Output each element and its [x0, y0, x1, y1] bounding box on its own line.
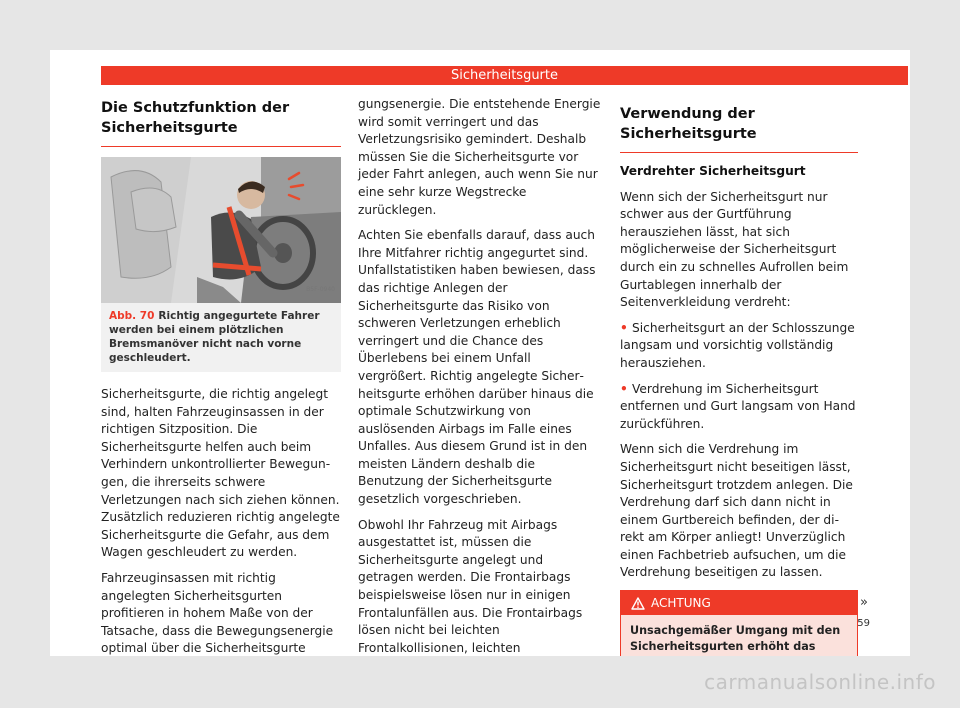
paragraph: Sicherheitsgurte, die richtig angelegt sind, halten Fahrzeuginsassen in der richtigen Sitzposition. Die Sicherheitsgurte helfen auch beim Verhindern unkontrollierter Bewegungen, die ihrerseits schwere Verletzungen nach sich ziehen können. Zusätzlich reduzieren richtig angelegte Sicherheitsgurte die Gefahr, aus dem Wagen geschleudert zu werden.: [101, 387, 340, 560]
paragraph: Obwohl Ihr Fahrzeug mit Airbags ausgestattet ist, müssen die Sicherheitsgurte angelegt und getragen werden. Die Frontairbags beispielsweise lösen nur in einigen Frontalunfällen aus. Die Frontairbags lösen nicht bei leichten Frontalkollisionen, leichten: [358, 517, 583, 655]
page-number: 59: [857, 618, 870, 629]
warning-body: [621, 615, 857, 656]
chapter-header: Sicherheitsgurte: [101, 66, 908, 85]
section-title-schutzfunktion: Die Schutzfunktion der Sicherheitsgurte: [101, 98, 341, 147]
figure-caption: [101, 303, 341, 372]
watermark: carmanualsonline.info: [704, 670, 936, 694]
paragraph: Wenn sich die Verdrehung im Sicherheitsgurt nicht beseitigen lässt, Sicherheitsgurt trotzdem anlegen. Die Verdrehung darf sich dann nicht in einem Gurtbereich befinden, der direkt am Körper anliegt! Unverzüglich einen Fachbetrieb aufsuchen, um die Verdrehung beseitigen zu lassen.: [620, 442, 853, 580]
bullet-item: • Sicherheitsgurt an der Schlosszunge langsam und vorsichtig vollständig herausziehen.: [620, 320, 858, 373]
column-right: [620, 98, 858, 656]
paragraph: Fahrzeuginsassen mit richtig angelegten Sicherheitsgurten profitieren in hohem Maße von der Tatsache, dass die Bewegungsenergie optimal über die Sicherheitsgurte: [101, 570, 334, 656]
paragraph: Achten Sie ebenfalls darauf, dass auch Ihre Mitfahrer richtig angegurtet sind. Unfallstatistiken haben bewiesen, dass das richtige Anlegen der Sicherheitsgurte das Risiko von schweren Verletzungen erheblich verringert und die Chance des Überlebens bei einem Unfall vergrößert. Richtig angelegte Sicherheitsgurte erhöhen darüber hinaus die optimale Schutzwirkung von auslösenden Airbags im Falle eines Unfalles. Aus diesem Grund ist in den meisten Ländern deshalb die Benutzung der Sicherheitsgurte gesetzlich vorgeschrieben.: [358, 228, 596, 507]
paragraph: gungsenergie. Die entstehende Energie wird somit verringert und das Verletzungsrisiko gemindert. Deshalb müssen Sie die Sicherheitsgurte vor jeder Fahrt anlegen, auch wenn Sie nur eine sehr kurze Wegstrecke zurücklegen.: [358, 97, 601, 217]
warning-header: [621, 591, 857, 615]
column-left: [101, 98, 341, 656]
manual-page: [50, 50, 910, 656]
caption-text: Richtig angegurtete Fahrer werden bei einem plötzlichen Bremsmanöver nicht nach vorne geschleudert.: [109, 310, 320, 364]
continue-arrow-icon: »: [860, 595, 868, 610]
figure-code: B5F-0940: [306, 286, 335, 294]
warning-box: [620, 590, 858, 656]
caption-label: Abb. 70: [109, 310, 155, 322]
warning-intro: Unsachgemäßer Umgang mit den Sicherheitsgurten erhöht das: [630, 624, 841, 654]
figure-driver-seatbelt: [101, 157, 341, 303]
bullet-item: • Verdrehung im Sicherheitsgurt entfernen und Gurt langsam von Hand zurückführen.: [620, 381, 858, 434]
paragraph: Wenn sich der Sicherheitsgurt nur schwer aus der Gurtführung herausziehen lässt, hat sich möglicherweise der Sicherheitsgurt durch ein zu schnelles Aufrollen beim Gurtablegen innerhalb der Seitenverkleidung verdreht:: [620, 189, 849, 310]
subheading-verdrehter-gurt: Verdrehter Sicherheitsgurt: [620, 164, 806, 178]
warning-triangle-icon: [631, 597, 645, 610]
section-title-verwendung: Verwendung der Sicherheitsgurte: [620, 104, 858, 153]
driver-illustration: [101, 157, 341, 303]
column-middle: [358, 96, 602, 656]
warning-label: ACHTUNG: [651, 596, 711, 611]
